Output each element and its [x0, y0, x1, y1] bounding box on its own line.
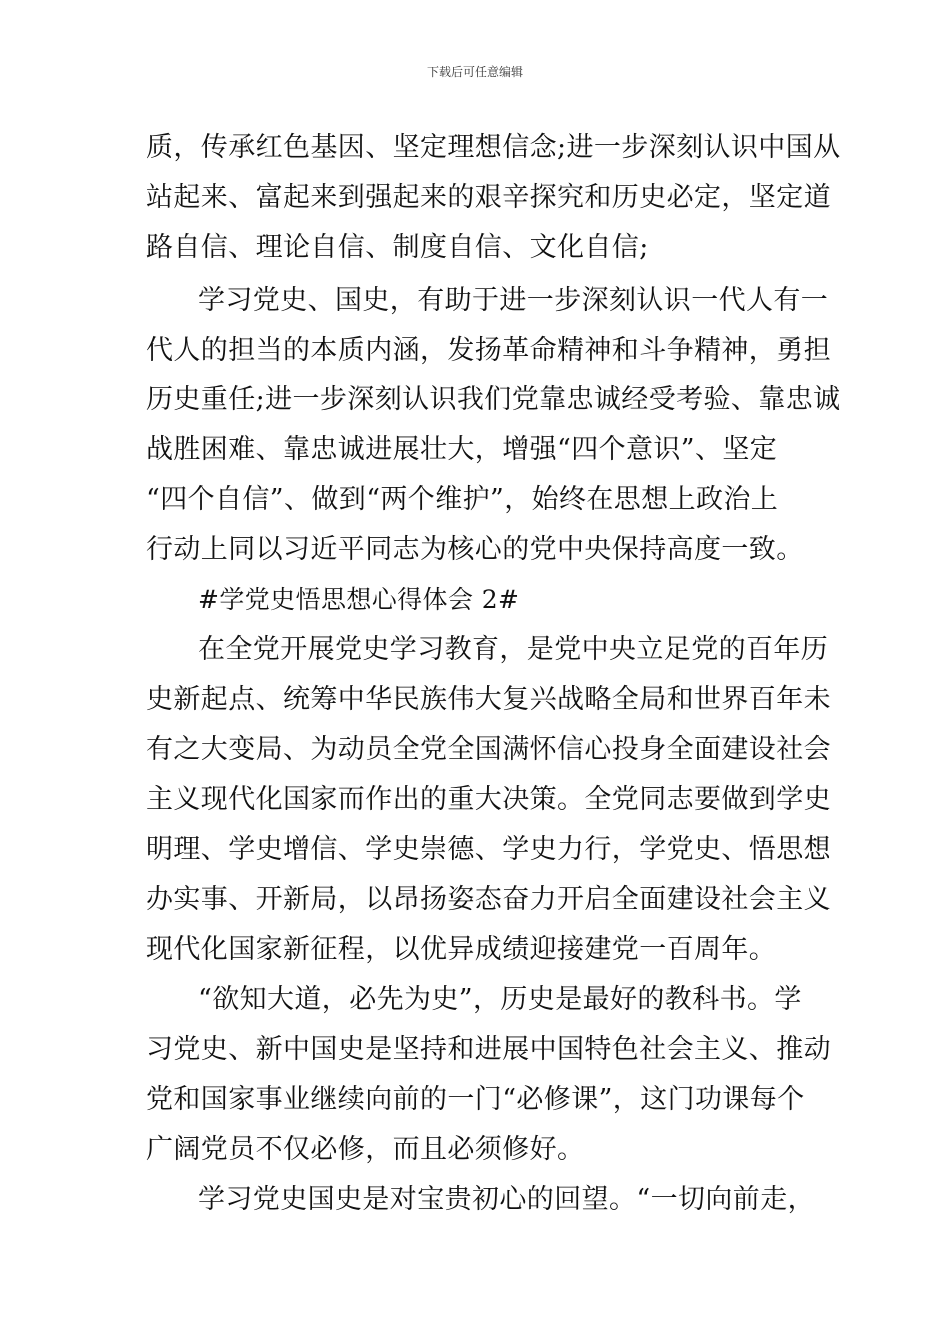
text-line: 行动上同以习近平同志为核心的党中央保持高度一致。: [146, 534, 804, 565]
text-line: 战胜困难、靠忠诚进展壮大，增强“四个意识”、坚定: [146, 434, 778, 465]
paragraph-first-line: “欲知大道，必先为史”，历史是最好的教科书。学: [198, 984, 802, 1015]
text-line: 习党史、新中国史是坚持和进展中国特色社会主义、推动: [146, 1034, 831, 1065]
text-line: 路自信、理论自信、制度自信、文化自信;: [146, 232, 649, 263]
text-line: 历史重任;进一步深刻认识我们党靠忠诚经受考验、靠忠诚: [146, 384, 841, 415]
text-line: 站起来、富起来到强起来的艰辛探究和历史必定，坚定道: [146, 182, 831, 213]
section-heading: #学党史悟思想心得体会 2#: [198, 585, 520, 614]
paragraph-first-line: 在全党开展党史学习教育，是党中央立足党的百年历: [198, 634, 829, 665]
text-line: 广阔党员不仅必修，而且必须修好。: [146, 1134, 585, 1165]
text-line: 代人的担当的本质内涵，发扬革命精神和斗争精神，勇担: [146, 335, 831, 366]
text-line: 党和国家事业继续向前的一门“必修课”，这门功课每个: [146, 1084, 805, 1115]
text-line: 明理、学史增信、学史崇德、学史力行，学党史、悟思想: [146, 834, 831, 865]
text-line: 办实事、开新局，以昂扬姿态奋力开启全面建设社会主义: [146, 884, 831, 915]
text-line: 质，传承红色基因、坚定理想信念;进一步深刻认识中国从: [146, 132, 841, 163]
page-header: 下载后可任意编辑: [426, 65, 523, 79]
text-line: 现代化国家新征程，以优异成绩迎接建党一百周年。: [146, 934, 777, 965]
text-line: 史新起点、统筹中华民族伟大复兴战略全局和世界百年未: [146, 684, 831, 715]
text-line: 有之大变局、为动员全党全国满怀信心投身全面建设社会: [146, 734, 831, 765]
paragraph-first-line: 学习党史、国史，有助于进一步深刻认识一代人有一: [198, 285, 829, 316]
text-line: “四个自信”、做到“两个维护”，始终在思想上政治上: [146, 484, 779, 515]
text-line: 主义现代化国家而作出的重大决策。全党同志要做到学史: [146, 784, 831, 815]
paragraph-first-line: 学习党史国史是对宝贵初心的回望。“一切向前走，: [198, 1184, 816, 1215]
